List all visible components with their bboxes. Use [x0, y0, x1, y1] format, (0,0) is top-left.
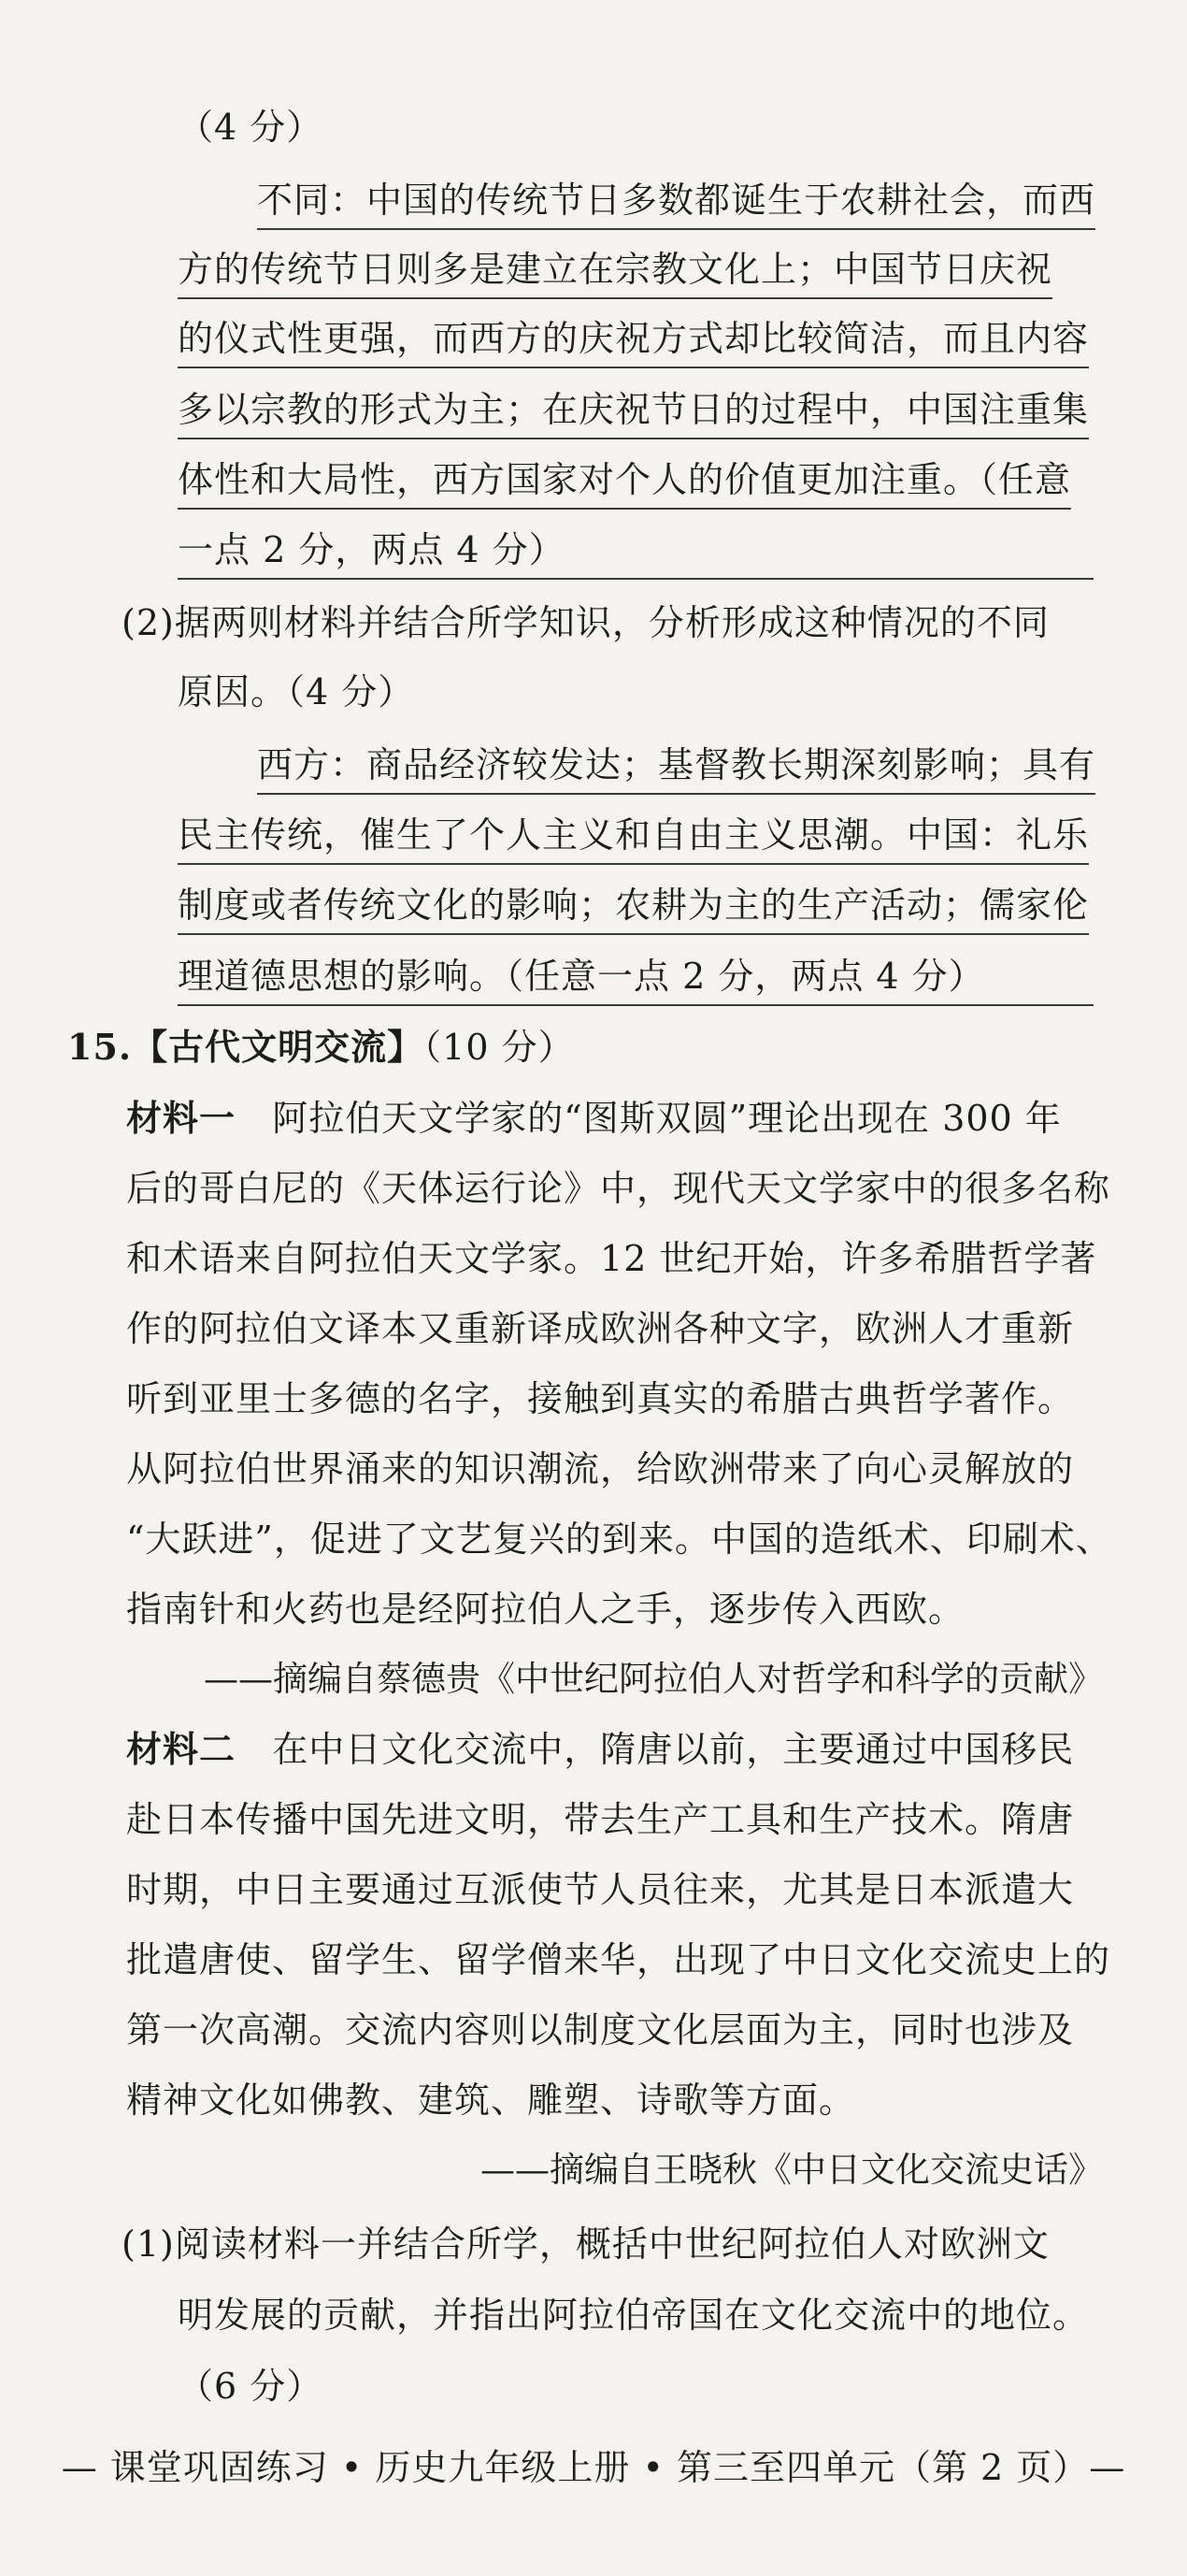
answer-line: 民主传统，催生了个人主义和自由主义思潮。中国：礼乐	[178, 809, 1089, 865]
material-line: 听到亚里士多德的名字，接触到真实的希腊古典哲学著作。	[126, 1378, 1075, 1419]
answer-line: 多以宗教的形式为主；在庆祝节日的过程中，中国注重集	[178, 383, 1089, 439]
answer-line: 不同：中国的传统节日多数都诞生于农耕社会，而西	[257, 174, 1095, 230]
material-line: 第一次高潮。交流内容则以制度文化层面为主，同时也涉及	[126, 2009, 1075, 2051]
question-line: (2)据两则材料并结合所学知识，分析形成这种情况的不同	[122, 602, 1050, 643]
question-header	[67, 1021, 575, 1073]
question-line: 原因。（4 分）	[178, 671, 415, 712]
question-line: 明发展的贡献，并指出阿拉伯帝国在文化交流中的地位。	[178, 2295, 1090, 2336]
material-line: 材料一 阿拉伯天文学家的“图斯双圆”理论出现在 300 年	[126, 1097, 1062, 1139]
question-line: (1)阅读材料一并结合所学，概括中世纪阿拉伯人对欧洲文	[122, 2223, 1050, 2265]
question-line: （6 分）	[178, 2366, 323, 2407]
material-line: 从阿拉伯世界涌来的知识潮流，给欧洲带来了向心灵解放的	[126, 1448, 1075, 1489]
material-label: 材料一	[126, 1097, 236, 1139]
material-line: 作的阿拉伯文译本又重新译成欧洲各种文字，欧洲人才重新	[126, 1308, 1075, 1349]
page-footer: — 课堂巩固练习 • 历史九年级上册 • 第三至四单元（第 2 页）—	[61, 2447, 1126, 2488]
answer-line: 的仪式性更强，而西方的庆祝方式却比较简洁，而且内容	[178, 312, 1089, 368]
answer-line: 体性和大局性，西方国家对个人的价值更加注重。（任意	[178, 453, 1071, 510]
answer-line: 制度或者传统文化的影响；农耕为主的生产活动；儒家伦	[178, 879, 1089, 935]
score-note: （4 分）	[178, 107, 323, 148]
material-line: 批遣唐使、留学生、留学僧来华，出现了中日文化交流史上的	[126, 1939, 1111, 1980]
material-line: 赴日本传播中国先进文明，带去生产工具和生产技术。隋唐	[126, 1799, 1075, 1840]
material-line: 精神文化如佛教、建筑、雕塑、诗歌等方面。	[126, 2080, 856, 2121]
question-topic: 【古代文明交流】	[132, 1026, 424, 1068]
answer-line: 理道德思想的影响。（任意一点 2 分，两点 4 分）	[178, 950, 1094, 1006]
material-label: 材料二	[126, 1728, 236, 1770]
material-source: ——摘编自蔡德贵《中世纪阿拉伯人对哲学和科学的贡献》	[204, 1659, 1103, 1699]
material-line: 和术语来自阿拉伯天文学家。12 世纪开始，许多希腊哲学著	[126, 1238, 1097, 1279]
material-line: 材料二 在中日文化交流中，隋唐以前，主要通过中国移民	[126, 1728, 1075, 1770]
answer-line: 西方：商品经济较发达；基督教长期深刻影响；具有	[257, 739, 1095, 795]
material-source: ——摘编自王晓秋《中日文化交流史话》	[480, 2150, 1103, 2190]
material-line: 时期，中日主要通过互派使节人员往来，尤其是日本派遣大	[126, 1869, 1075, 1910]
question-number: 15.	[67, 1026, 133, 1068]
material-line: 后的哥白尼的《天体运行论》中，现代天文学家中的很多名称	[126, 1168, 1111, 1209]
question-score: （10 分）	[423, 1027, 575, 1068]
answer-line: 一点 2 分，两点 4 分）	[178, 524, 1094, 580]
material-line: 指南针和火药也是经阿拉伯人之手，逐步传入西欧。	[126, 1589, 965, 1630]
material-line: “大跃进”，促进了文艺复兴的到来。中国的造纸术、印刷术、	[126, 1518, 1112, 1560]
answer-line: 方的传统节日则多是建立在宗教文化上；中国节日庆祝	[178, 243, 1052, 299]
